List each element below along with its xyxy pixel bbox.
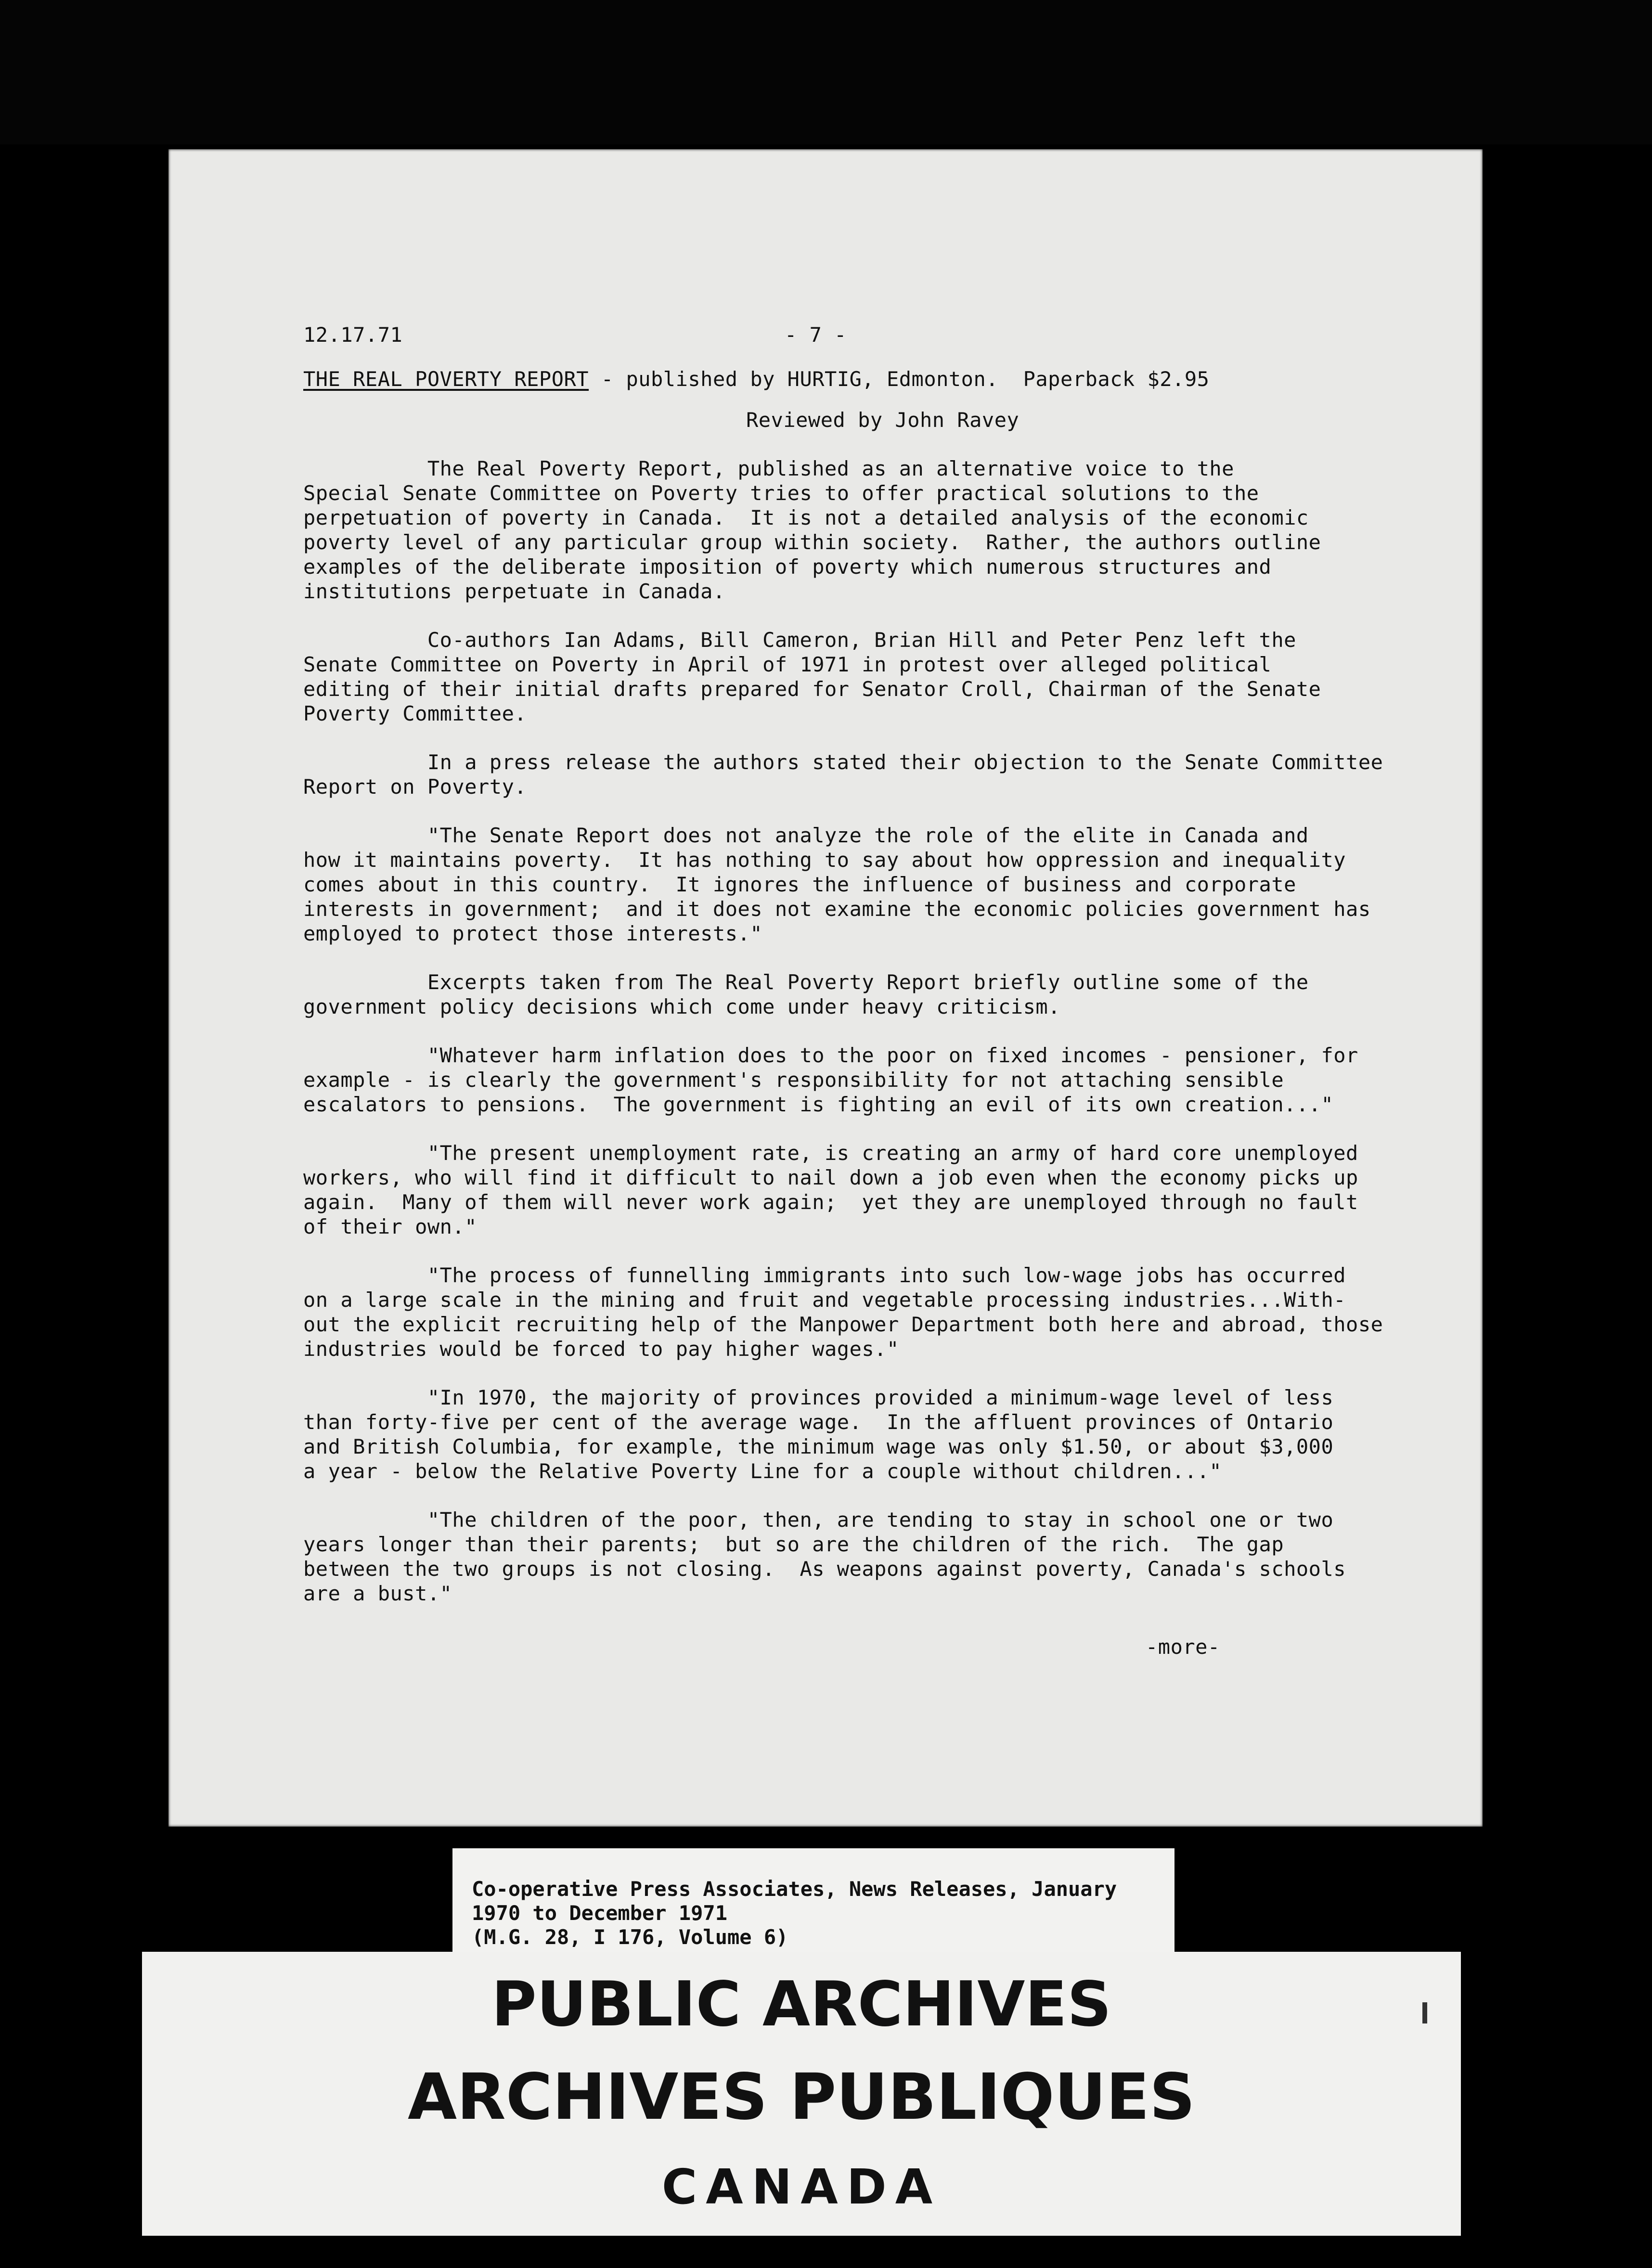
document-date: 12.17.71 <box>303 323 403 347</box>
page-header <box>303 322 1449 351</box>
film-speck <box>1422 2002 1427 2023</box>
quote-paragraph: "In 1970, the majority of provinces provided a minimum-wage level of less than forty-five per cent of the average wage. In the affluent provinces of Ontario and British Columbia, for example, the minimum wage was only $1.50, or about $3,000 a year - below the Relative Poverty Line for a couple without children..." <box>303 1386 1334 1483</box>
quote-paragraph: "The children of the poor, then, are tending to stay in school one or two years longer than their parents; but so are the children of the rich. The gap between the two groups is not closing. As weapons against poverty, Canada's schools are a bust." <box>303 1508 1346 1605</box>
paragraph: Co-authors Ian Adams, Bill Cameron, Brian Hill and Peter Penz left the Senate Committee on Poverty in April of 1971 in protest over alleged political editing of their initial drafts prepared for Senator Croll, Chairman of the Senate Poverty Committee. <box>303 628 1321 725</box>
quote-paragraph: "The process of funnelling immigrants into such low-wage jobs has occurred on a large scale in the mining and fruit and vegetable processing industries...With- out the explicit recruiting help of the Manpower Department both here and abroad, those industries would be forced to pay higher wages." <box>303 1263 1383 1361</box>
review-title <box>303 367 1449 391</box>
book-title: THE REAL POVERTY REPORT <box>303 367 589 391</box>
banner-line-french: ARCHIVES PUBLIQUES <box>407 2060 1195 2134</box>
page-number: - 7 - <box>785 323 847 347</box>
quote-paragraph: "The Senate Report does not analyze the role of the elite in Canada and how it maintains poverty. It has nothing to say about how oppression and inequality comes about in this country. It ignores the influence of business and corporate interests in government; and it does not examine the economic policies government has employed to protect those interests." <box>303 824 1371 945</box>
archives-banner <box>142 1952 1461 2236</box>
banner-line-english: PUBLIC ARCHIVES <box>491 1969 1111 2040</box>
banner-line-country: CANADA <box>661 2159 942 2215</box>
film-border <box>0 0 1652 144</box>
paragraph: In a press release the authors stated their objection to the Senate Committee Report on Poverty. <box>303 750 1383 799</box>
archive-label-card <box>452 1848 1174 1959</box>
quote-paragraph: "Whatever harm inflation does to the poor on fixed incomes - pensioner, for example - is clearly the government's responsibility for not attaching sensible escalators to pensions. The government is fighting an evil of its own creation..." <box>303 1044 1358 1116</box>
typed-text-block <box>303 322 1449 1659</box>
publication-details: - published by HURTIG, Edmonton. Paperback $2.95 <box>589 367 1210 391</box>
quote-paragraph: "The present unemployment rate, is creating an army of hard core unemployed workers, who will find it difficult to nail down a job even when the economy picks up again. Many of them will never work again; yet they are unemployed through no fault of their own." <box>303 1141 1358 1238</box>
paragraph: The Real Poverty Report, published as an alternative voice to the Special Senate Committee on Poverty tries to offer practical solutions to the perpetuation of poverty in Canada. It is not a detailed analysis of the economic poverty level of any particular group within society. Rather, the authors outline examples of the deliberate imposition of poverty which numerous structures and institutions perpetuate in Canada. <box>303 457 1321 603</box>
paragraph: Excerpts taken from The Real Poverty Report briefly outline some of the government policy decisions which come under heavy criticism. <box>303 970 1309 1018</box>
more-marker: -more- <box>1146 1635 1220 1659</box>
collection-reference: Co-operative Press Associates, News Releases, January 1970 to December 1971 (M.G. 28, I 176, Volume 6) <box>472 1877 1117 1949</box>
reviewer-byline: Reviewed by John Ravey <box>746 408 1020 432</box>
